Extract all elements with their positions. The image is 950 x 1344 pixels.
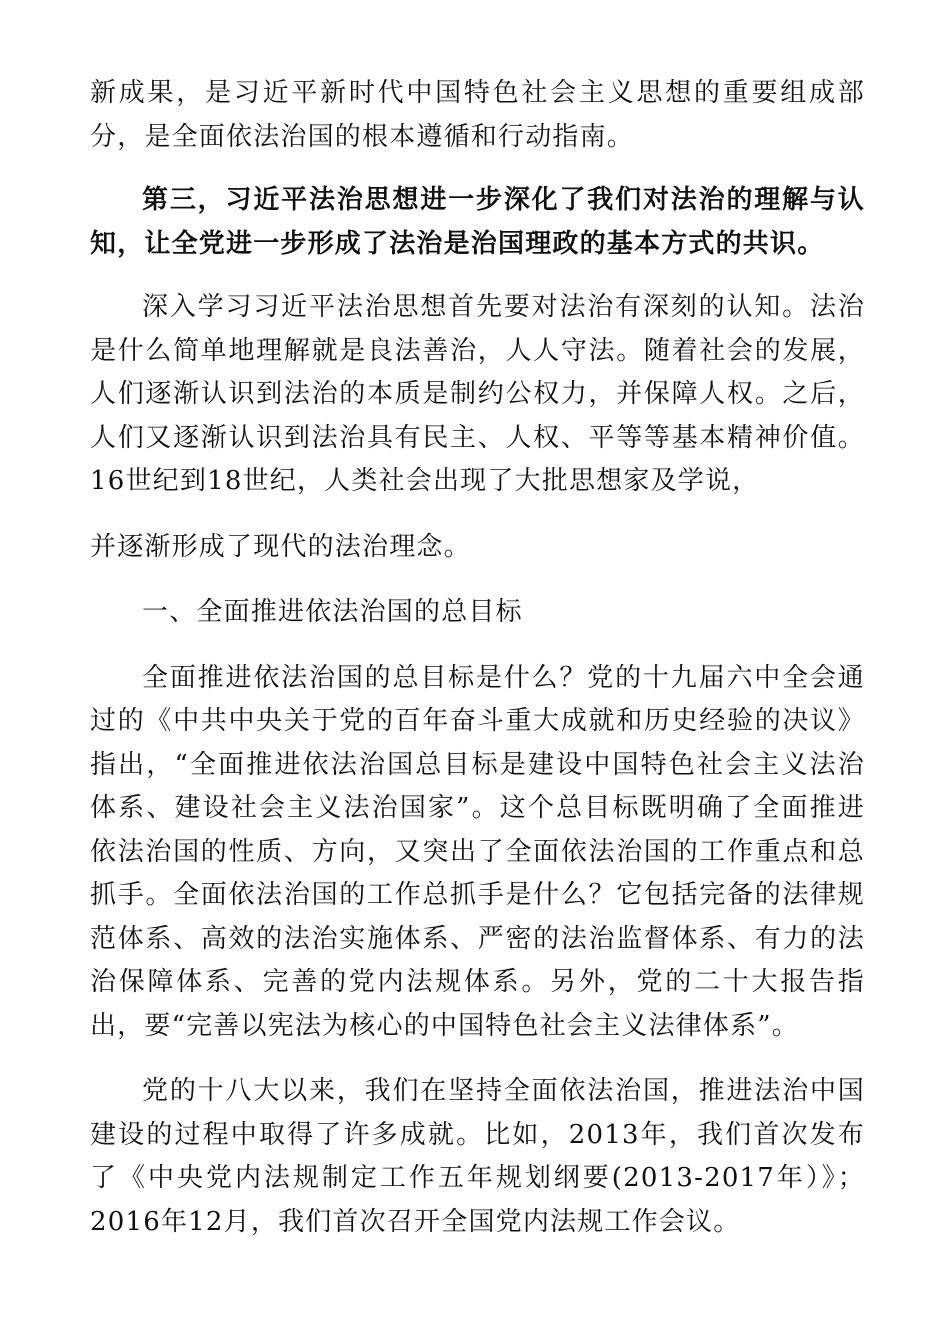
paragraph-achievements: 党的十八大以来，我们在坚持全面依法治国，推进法治中国建设的过程中取得了许多成就。比如，2013年，我们首次发布了《中央党内法规制定工作五年规划纲要(2013-2017年）》；2016年12月，我们首次召开全国党内法规工作会议。	[90, 1076, 865, 1237]
paragraph-continuation: 新成果，是习近平新时代中国特色社会主义思想的重要组成部分，是全面依法治国的根本遵循和行动指南。	[90, 78, 865, 152]
heading-third-point: 第三，习近平法治思想进一步深化了我们对法治的理解与认知，让全党进一步形成了法治是治国理政的基本方式的共识。	[90, 185, 865, 259]
document-page	[90, 72, 865, 1244]
section-heading-overall-goal: 一、全面推进依法治国的总目标	[142, 597, 523, 627]
paragraph-modern-concept: 并逐渐形成了现代的法治理念。	[90, 531, 471, 562]
paragraph-overall-goal: 全面推进依法治国的总目标是什么？党的十九届六中全会通过的《中共中央关于党的百年奋斗重大成就和历史经验的决议》指出，“全面推进依法治国总目标是建设中国特色社会主义法治体系、建设社会主义法治国家”。这个总目标既明确了全面推进依法治国的性质、方向，又突出了全面依法治国的工作重点和总抓手。全面依法治国的工作总抓手是什么？它包括完备的法律规范体系、高效的法治实施体系、严密的法治监督体系、有力的法治保障体系、完善的党内法规体系。另外，党的二十大报告指出，要“完善以宪法为核心的中国特色社会主义法律体系”。	[90, 662, 865, 1041]
paragraph-rule-of-law-understanding: 深入学习习近平法治思想首先要对法治有深刻的认知。法治是什么简单地理解就是良法善治，人人守法。随着社会的发展，人们逐渐认识到法治的本质是制约公权力，并保障人权。之后，人们又逐渐认识到法治具有民主、人权、平等等基本精神价值。16世纪到18世纪，人类社会出现了大批思想家及学说，	[90, 292, 865, 496]
